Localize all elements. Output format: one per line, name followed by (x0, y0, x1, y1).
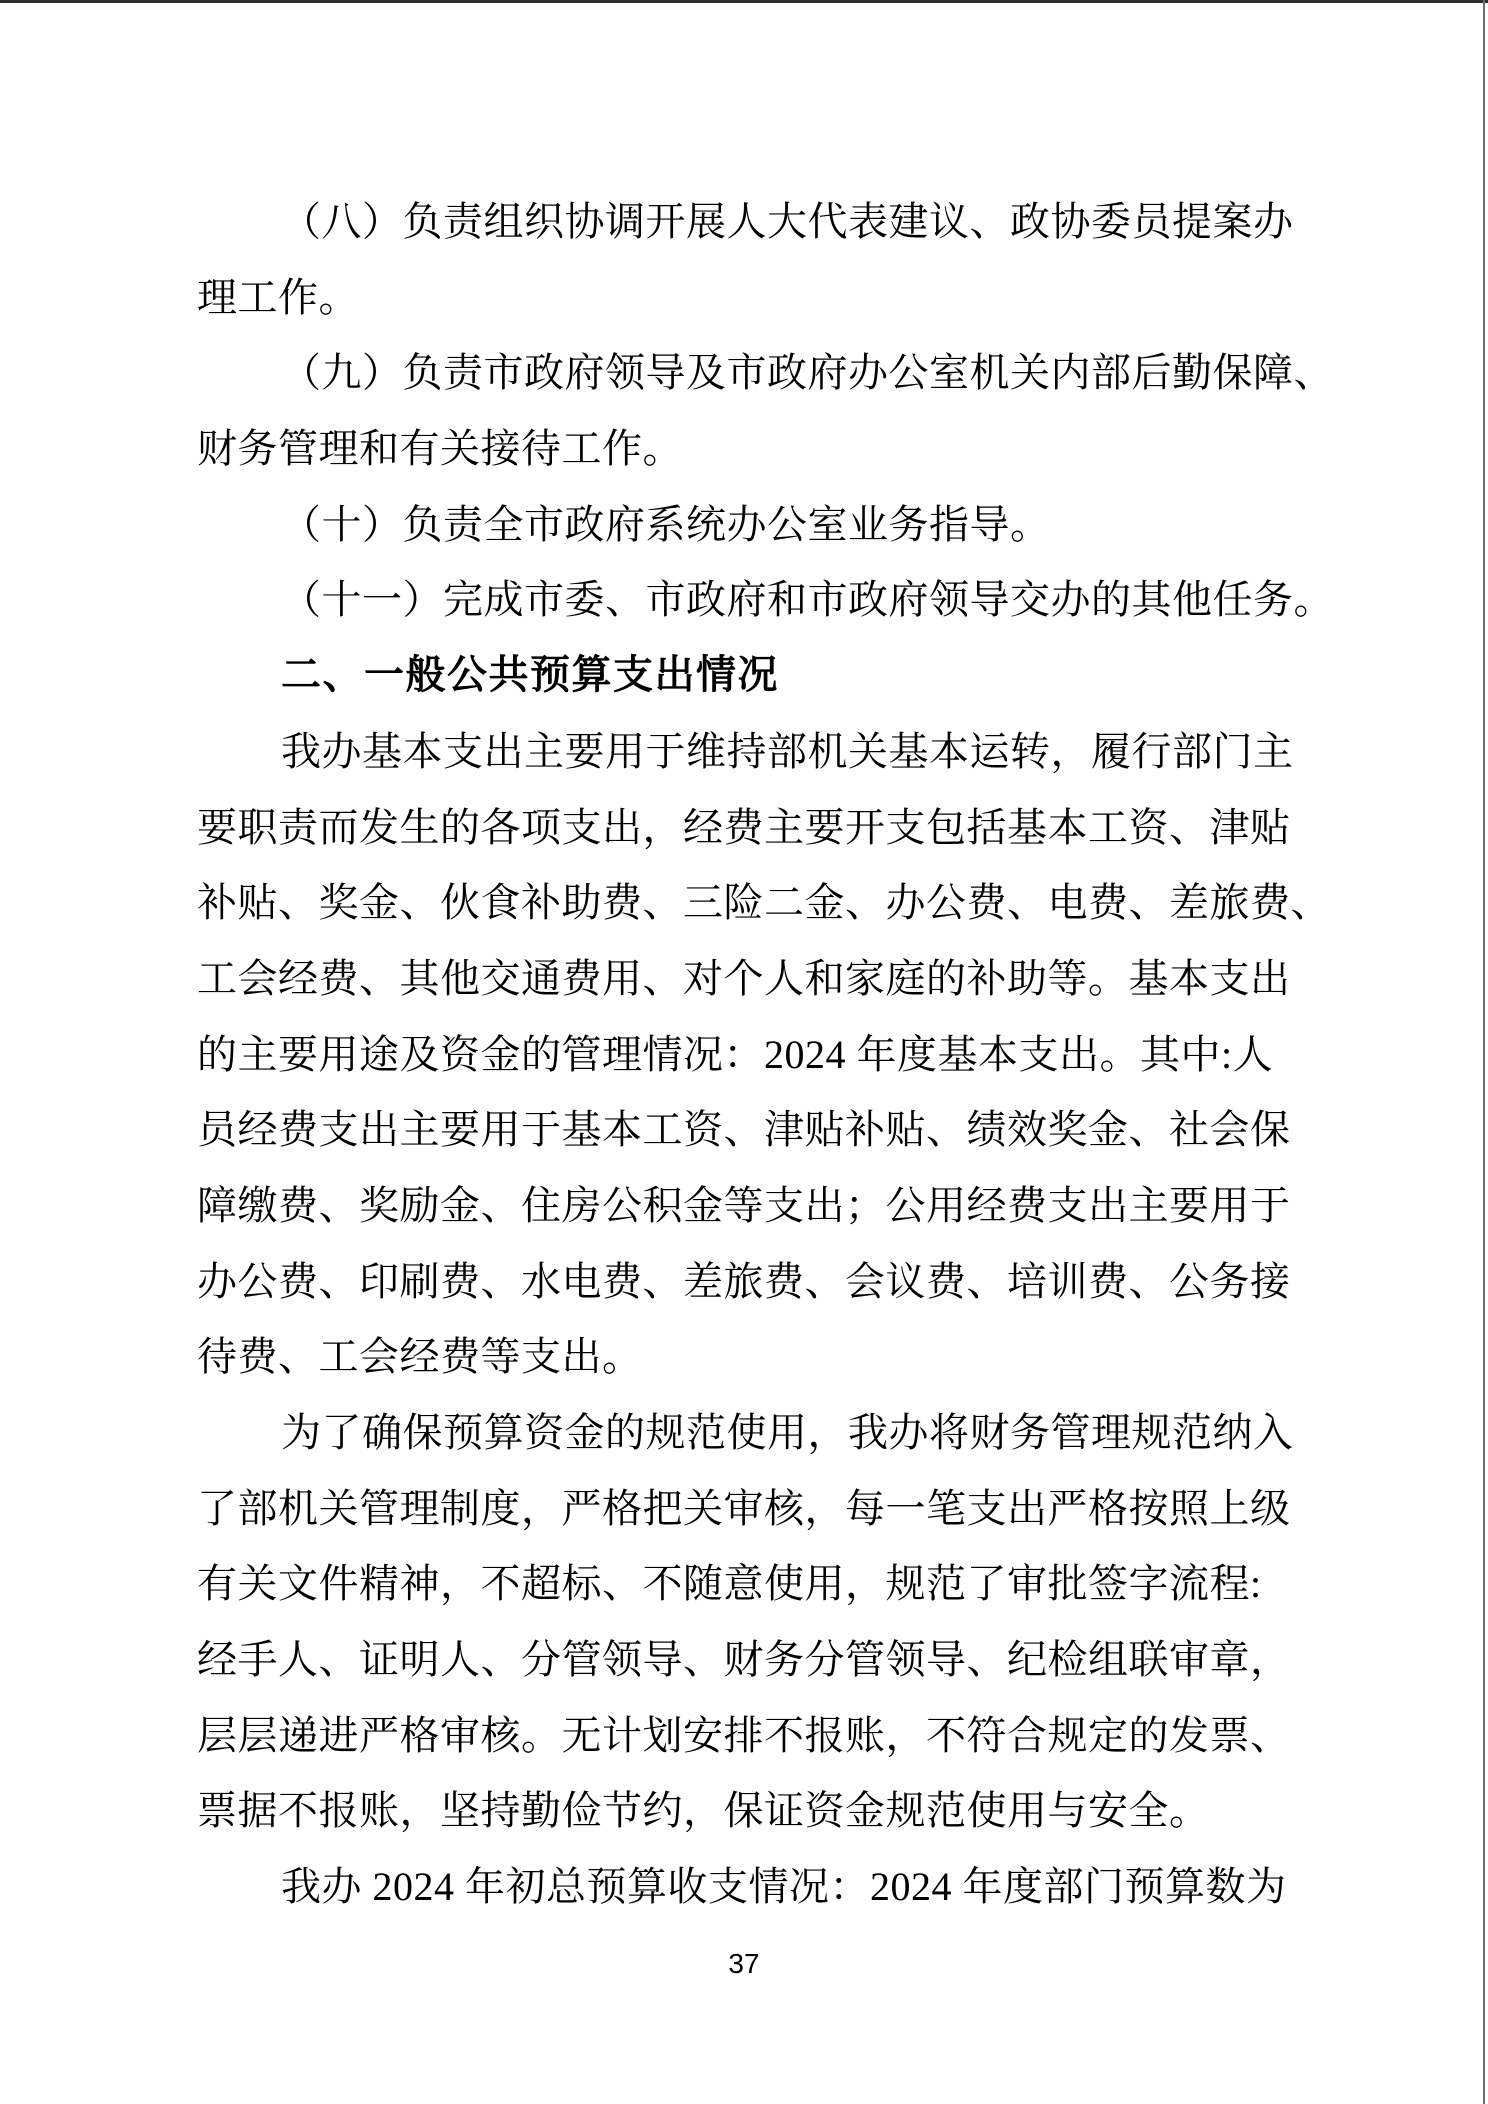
paragraph-line: 我办 2024 年初总预算收支情况：2024 年度部门预算数为 (281, 1864, 1287, 1910)
document-body (197, 184, 1357, 1925)
paragraph-line: 工会经费、其他交通费用、对个人和家庭的补助等。基本支出 (197, 955, 1291, 1001)
paragraph-line: 我办基本支出主要用于维持部机关基本运转，履行部门主 (281, 728, 1294, 774)
paragraph-line: 理工作。 (197, 274, 359, 320)
page-number: 37 (728, 1948, 760, 1979)
paragraph-line: 的主要用途及资金的管理情况：2024 年度基本支出。其中:人 (197, 1031, 1274, 1077)
paragraph-line: 层层递进严格审核。无计划安排不报账，不符合规定的发票、 (197, 1712, 1291, 1758)
paragraph-line: 要职责而发生的各项支出，经费主要开支包括基本工资、津贴 (197, 804, 1291, 850)
page-top-edge-line (0, 0, 1488, 3)
page-right-edge-line (1483, 0, 1485, 2104)
paragraph-line: 办公费、印刷费、水电费、差旅费、会议费、培训费、公务接 (197, 1258, 1291, 1304)
paragraph-line: 待费、工会经费等支出。 (197, 1334, 643, 1380)
paragraph-line: 为了确保预算资金的规范使用，我办将财务管理规范纳入 (281, 1410, 1294, 1455)
paragraph-line: （九）负责市政府领导及市政府办公室机关内部后勤保障、 (281, 350, 1334, 396)
paragraph-line: 了部机关管理制度，严格把关审核，每一笔支出严格按照上级 (197, 1485, 1291, 1531)
paragraph-line: （十）负责全市政府系统办公室业务指导。 (281, 501, 1051, 547)
paragraph-line: 经手人、证明人、分管领导、财务分管领导、纪检组联审章， (197, 1637, 1291, 1683)
paragraph-line: 障缴费、奖励金、住房公积金等支出；公用经费支出主要用于 (197, 1182, 1291, 1228)
paragraph-line: （十一）完成市委、市政府和市政府领导交办的其他任务。 (281, 577, 1334, 623)
paragraph-line: （八）负责组织协调开展人大代表建议、政协委员提案办 (281, 199, 1294, 244)
paragraph-line: 票据不报账，坚持勤俭节约，保证资金规范使用与安全。 (197, 1788, 1210, 1834)
paragraph-line: 员经费支出主要用于基本工资、津贴补贴、绩效奖金、社会保 (197, 1107, 1291, 1153)
section-heading: 二、一般公共预算支出情况 (281, 653, 779, 698)
paragraph-line: 财务管理和有关接待工作。 (197, 426, 683, 472)
paragraph-line: 有关文件精神，不超标、不随意使用，规范了审批签字流程: (197, 1561, 1262, 1607)
paragraph-line: 补贴、奖金、伙食补助费、三险二金、办公费、电费、差旅费、 (197, 880, 1331, 926)
